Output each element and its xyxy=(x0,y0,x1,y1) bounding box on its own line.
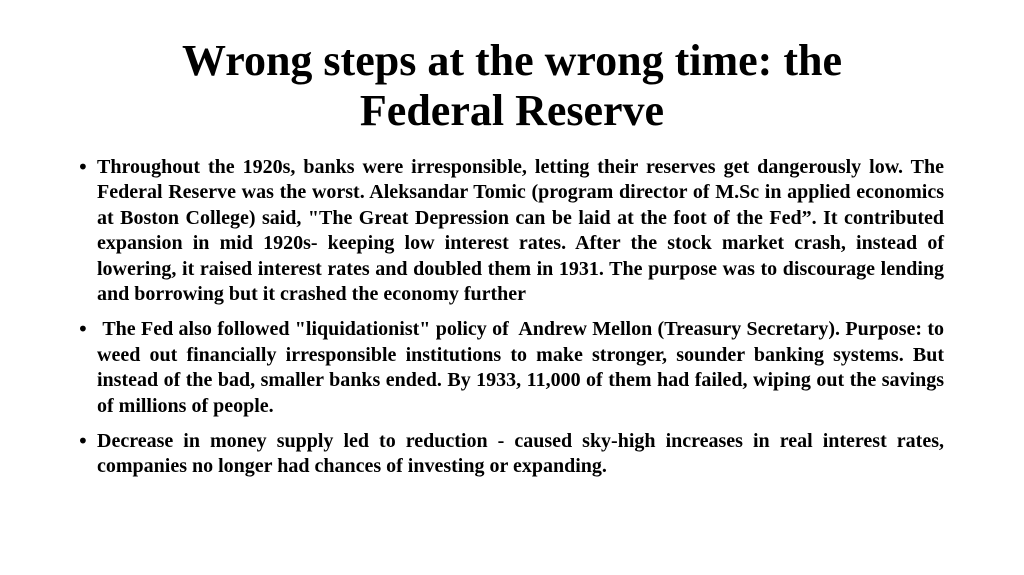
bullet-item xyxy=(77,429,949,480)
slide-title-line-2: Federal Reserve xyxy=(359,86,665,135)
slide-title xyxy=(80,36,944,136)
bullet-icon: • xyxy=(77,155,89,179)
bullet-icon: • xyxy=(77,429,89,454)
bullet-text: Throughout the 1920s, banks were irresponsible, letting their reserves get dangerously low. The Federal Reserve was the worst. Aleksandar Tomic (program director of M.Sc in applied economics at Boston College) said, "The Great Depression can be laid at the foot of the Fed”. It contributed expansion in mid 1920s- keeping low interest rates. After the stock market crash, instead of lowering, it raised interest rates and doubled them in 1931. The purpose was to discourage lending and borrowing but it crashed the economy further xyxy=(97,156,949,306)
bullet-item xyxy=(77,317,950,419)
bullet-item xyxy=(77,155,949,307)
bullet-icon: • xyxy=(77,317,89,342)
slide-title-line-1: Wrong steps at the wrong time: the xyxy=(182,36,842,85)
bullet-list xyxy=(77,155,950,490)
bullet-text: The Fed also followed "liquidationist" policy of Andrew Mellon (Treasury Secretary). Purpose: to weed out financially irresponsible institutions to make stronger, sounder banking systems. But instead of the bad, smaller banks ended. By 1933, 11,000 of them had failed, wiping out the savings of millions of people. xyxy=(97,318,950,417)
bullet-text: Decrease in money supply led to reduction - caused sky-high increases in real interest rates, companies no longer had chances of investing or expanding. xyxy=(97,430,949,478)
